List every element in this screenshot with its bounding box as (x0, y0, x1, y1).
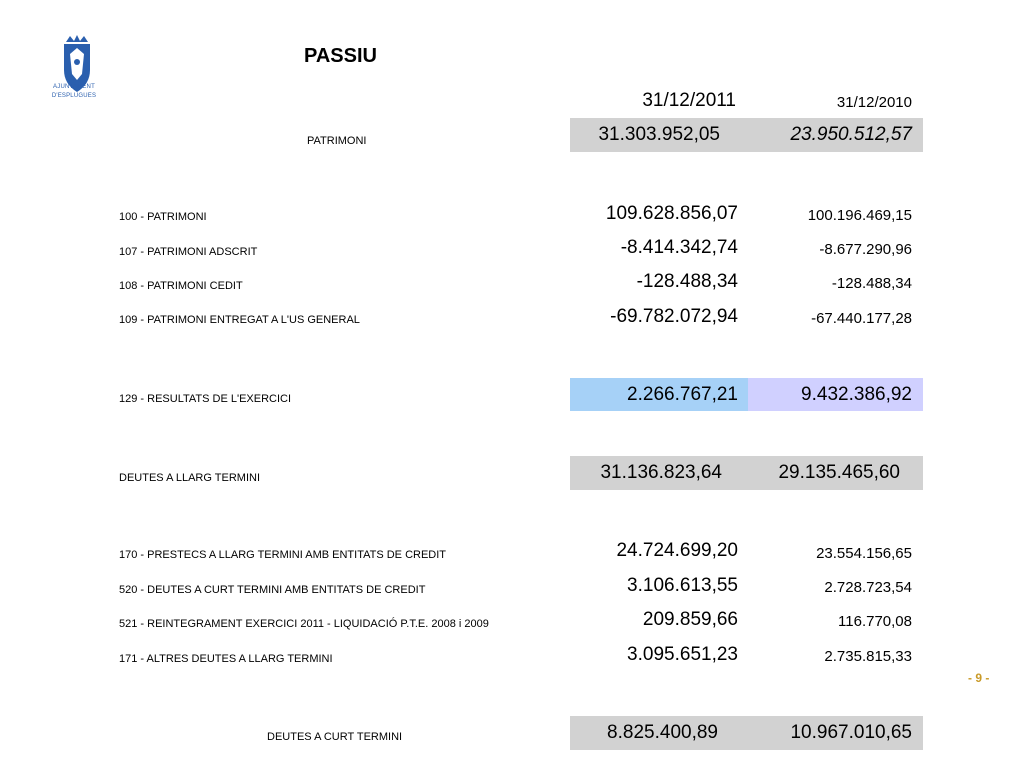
value-2011-170: 24.724.699,20 (616, 540, 738, 561)
logo-text-line2: D'ESPLUGUES (51, 93, 97, 99)
value-2011-107: -8.414.342,74 (620, 237, 738, 258)
row-label-109: 109 - PATRIMONI ENTREGAT A L'US GENERAL (119, 314, 360, 326)
row-label-170: 170 - PRESTECS A LLARG TERMINI AMB ENTITATS DE CREDIT (119, 549, 447, 561)
value-2011-deutes-curt: 8.825.400,89 (607, 722, 718, 743)
value-2010-108: -128.488,34 (831, 275, 912, 292)
value-2010-109: -67.440.177,28 (811, 310, 912, 327)
value-2011-129: 2.266.767,21 (627, 384, 738, 405)
value-2010-520: 2.728.723,54 (824, 579, 912, 596)
row-label-deutes-curt: DEUTES A CURT TERMINI (267, 731, 403, 743)
value-2010-deutes-llarg: 29.135.465,60 (778, 462, 900, 483)
value-2011-deutes-llarg: 31.136.823,64 (600, 462, 722, 483)
value-2010-107: -8.677.290,96 (819, 241, 912, 258)
value-2010-patrimoni: 23.950.512,57 (790, 124, 912, 145)
row-label-deutes-llarg: DEUTES A LLARG TERMINI (119, 472, 261, 484)
value-2011-520: 3.106.613,55 (627, 575, 738, 596)
page-title: PASSIU (304, 45, 377, 67)
row-label-171: 171 - ALTRES DEUTES A LLARG TERMINI (119, 653, 333, 665)
value-2011-109: -69.782.072,94 (610, 306, 738, 327)
value-2010-129: 9.432.386,92 (801, 384, 912, 405)
value-2011-100: 109.628.856,07 (605, 203, 738, 224)
row-label-108: 108 - PATRIMONI CEDIT (119, 280, 243, 292)
value-2010-100: 100.196.469,15 (807, 207, 912, 224)
value-2011-521: 209.859,66 (642, 609, 738, 630)
logo-text-line1: AJUNTAMENT (53, 84, 95, 90)
row-label-100: 100 - PATRIMONI (119, 211, 207, 223)
value-2010-170: 23.554.156,65 (816, 545, 912, 562)
row-label-107: 107 - PATRIMONI ADSCRIT (119, 246, 258, 258)
value-2011-108: -128.488,34 (636, 271, 738, 292)
value-2011-171: 3.095.651,23 (627, 644, 738, 665)
row-label-patrimoni: PATRIMONI (307, 135, 367, 147)
value-2010-521: 116.770,08 (838, 613, 912, 630)
header-2011: 31/12/2011 (642, 90, 736, 111)
value-2011-patrimoni: 31.303.952,05 (598, 124, 720, 145)
row-label-521: 521 - REINTEGRAMENT EXERCICI 2011 - LIQUIDACIÓ P.T.E. 2008 i 2009 (119, 618, 489, 630)
header-2010: 31/12/2010 (836, 94, 912, 111)
row-label-129: 129 - RESULTATS DE L'EXERCICI (119, 393, 292, 405)
value-2010-deutes-curt: 10.967.010,65 (790, 722, 912, 743)
row-label-520: 520 - DEUTES A CURT TERMINI AMB ENTITATS DE CREDIT (119, 584, 426, 596)
value-2010-171: 2.735.815,33 (824, 648, 912, 665)
page-number: - 9 - (968, 671, 990, 685)
